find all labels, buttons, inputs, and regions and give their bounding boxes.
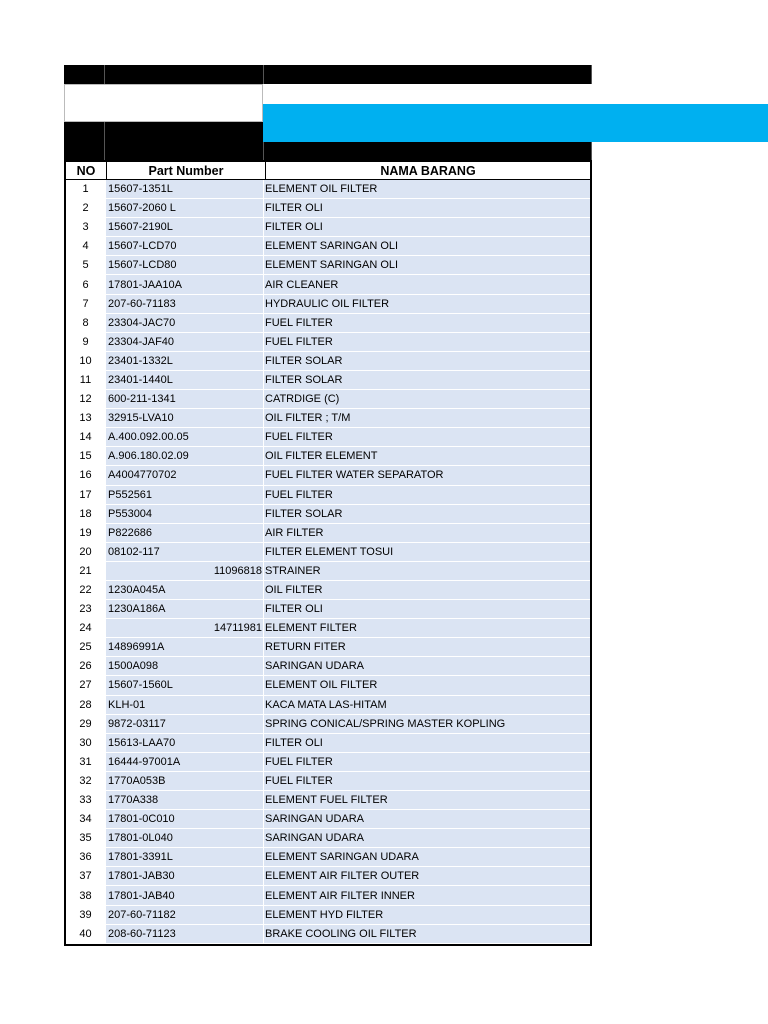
table-row <box>66 428 590 447</box>
cell-part-number: A.400.092.00.05 <box>106 428 264 447</box>
cell-nama-barang: FUEL FILTER <box>264 486 590 505</box>
cell-nama-barang: FILTER OLI <box>264 218 590 237</box>
cell-part-number: 17801-JAB30 <box>106 867 264 886</box>
cell-part-number: 17801-JAB40 <box>106 886 264 905</box>
cell-part-number: 1230A045A <box>106 581 264 600</box>
cell-no: 27 <box>66 676 106 695</box>
table-row <box>66 275 590 294</box>
cell-part-number: 208-60-71123 <box>106 925 264 944</box>
cell-no: 22 <box>66 581 106 600</box>
cell-part-number: 15607-LCD70 <box>106 237 264 256</box>
cell-part-number: 1500A098 <box>106 657 264 676</box>
top-bar-cell <box>105 65 264 84</box>
table-row <box>66 295 590 314</box>
table-row <box>66 734 590 753</box>
table-row <box>66 314 590 333</box>
cell-no: 1 <box>66 180 106 199</box>
cell-part-number: 600-211-1341 <box>106 390 264 409</box>
cell-no: 23 <box>66 600 106 619</box>
cell-no: 16 <box>66 466 106 485</box>
cell-no: 38 <box>66 886 106 905</box>
table-row <box>66 619 590 638</box>
cell-no: 31 <box>66 753 106 772</box>
cell-no: 4 <box>66 237 106 256</box>
black-bar-cell <box>105 141 264 160</box>
top-bar-cell <box>264 65 592 84</box>
cell-nama-barang: FUEL FILTER <box>264 428 590 447</box>
cell-no: 7 <box>66 295 106 314</box>
header-part-number: Part Number <box>107 162 266 180</box>
cell-nama-barang: STRAINER <box>264 562 590 581</box>
cell-no: 21 <box>66 562 106 581</box>
cell-nama-barang: ELEMENT FILTER <box>264 619 590 638</box>
table-row <box>66 638 590 657</box>
table-row <box>66 810 590 829</box>
table-row <box>66 180 590 199</box>
cell-part-number: 9872-03117 <box>106 715 264 734</box>
cell-nama-barang: ELEMENT SARINGAN UDARA <box>264 848 590 867</box>
cell-nama-barang: FILTER SOLAR <box>264 371 590 390</box>
cell-no: 8 <box>66 314 106 333</box>
cell-part-number: 17801-JAA10A <box>106 275 264 294</box>
table-row <box>66 256 590 275</box>
logo-placeholder <box>64 84 263 122</box>
cell-nama-barang: FUEL FILTER <box>264 772 590 791</box>
cell-nama-barang: ELEMENT FUEL FILTER <box>264 791 590 810</box>
cell-nama-barang: FILTER OLI <box>264 600 590 619</box>
cell-no: 6 <box>66 275 106 294</box>
cell-part-number: 15607-1351L <box>106 180 264 199</box>
cell-no: 2 <box>66 199 106 218</box>
cell-no: 10 <box>66 352 106 371</box>
cell-nama-barang: ELEMENT OIL FILTER <box>264 676 590 695</box>
cell-no: 28 <box>66 696 106 715</box>
cell-no: 12 <box>66 390 106 409</box>
cell-part-number: 15607-2190L <box>106 218 264 237</box>
cell-nama-barang: FILTER SOLAR <box>264 505 590 524</box>
cell-nama-barang: RETURN FITER <box>264 638 590 657</box>
table-row <box>66 906 590 925</box>
table-row <box>66 543 590 562</box>
cell-nama-barang: FILTER OLI <box>264 734 590 753</box>
cell-part-number: 1770A338 <box>106 791 264 810</box>
cell-part-number: 14711981 <box>106 619 264 638</box>
cell-nama-barang: SARINGAN UDARA <box>264 657 590 676</box>
table-row <box>66 199 590 218</box>
cell-no: 33 <box>66 791 106 810</box>
table-row <box>66 390 590 409</box>
cell-nama-barang: BRAKE COOLING OIL FILTER <box>264 925 590 944</box>
blue-banner <box>263 104 768 142</box>
table-row <box>66 447 590 466</box>
cell-part-number: 1770A053B <box>106 772 264 791</box>
logo-row <box>64 84 592 122</box>
table-row <box>66 409 590 428</box>
header-no: NO <box>66 162 107 180</box>
cell-part-number: 17801-0C010 <box>106 810 264 829</box>
cell-no: 34 <box>66 810 106 829</box>
cell-part-number: A4004770702 <box>106 466 264 485</box>
cell-part-number: 15607-1560L <box>106 676 264 695</box>
cell-no: 36 <box>66 848 106 867</box>
table-row <box>66 237 590 256</box>
cell-no: 9 <box>66 333 106 352</box>
cell-part-number: 15607-LCD80 <box>106 256 264 275</box>
cell-nama-barang: SPRING CONICAL/SPRING MASTER KOPLING <box>264 715 590 734</box>
table-row <box>66 600 590 619</box>
cell-nama-barang: FUEL FILTER WATER SEPARATOR <box>264 466 590 485</box>
parts-table <box>64 160 592 946</box>
table-row <box>66 486 590 505</box>
cell-no: 20 <box>66 543 106 562</box>
table-body <box>66 180 590 944</box>
cell-part-number: 17801-0L040 <box>106 829 264 848</box>
table-row <box>66 925 590 944</box>
cell-part-number: 23401-1332L <box>106 352 264 371</box>
black-bar-cell <box>264 141 592 160</box>
cell-nama-barang: AIR FILTER <box>264 524 590 543</box>
table-row <box>66 562 590 581</box>
cell-no: 13 <box>66 409 106 428</box>
cell-no: 14 <box>66 428 106 447</box>
cell-no: 19 <box>66 524 106 543</box>
cell-no: 25 <box>66 638 106 657</box>
cell-nama-barang: ELEMENT AIR FILTER OUTER <box>264 867 590 886</box>
cell-nama-barang: HYDRAULIC OIL FILTER <box>264 295 590 314</box>
table-row <box>66 848 590 867</box>
table-row <box>66 218 590 237</box>
table-row <box>66 333 590 352</box>
cell-part-number: 14896991A <box>106 638 264 657</box>
table-row <box>66 505 590 524</box>
cell-part-number: 23401-1440L <box>106 371 264 390</box>
cell-nama-barang: ELEMENT AIR FILTER INNER <box>264 886 590 905</box>
cell-part-number: P822686 <box>106 524 264 543</box>
table-row <box>66 676 590 695</box>
cell-nama-barang: KACA MATA LAS-HITAM <box>264 696 590 715</box>
table-header <box>66 162 590 180</box>
cell-no: 18 <box>66 505 106 524</box>
cell-no: 5 <box>66 256 106 275</box>
cell-part-number: 23304-JAC70 <box>106 314 264 333</box>
cell-nama-barang: SARINGAN UDARA <box>264 810 590 829</box>
table-row <box>66 657 590 676</box>
cell-nama-barang: FILTER OLI <box>264 199 590 218</box>
table-row <box>66 371 590 390</box>
cell-part-number: P553004 <box>106 505 264 524</box>
top-bar-cell <box>64 65 105 84</box>
cell-part-number: 23304-JAF40 <box>106 333 264 352</box>
cell-nama-barang: ELEMENT OIL FILTER <box>264 180 590 199</box>
table-row <box>66 352 590 371</box>
cell-part-number: P552561 <box>106 486 264 505</box>
cell-part-number: A.906.180.02.09 <box>106 447 264 466</box>
table-row <box>66 753 590 772</box>
black-bar-2 <box>64 141 592 160</box>
cell-part-number: 08102-117 <box>106 543 264 562</box>
cell-nama-barang: OIL FILTER <box>264 581 590 600</box>
cell-no: 32 <box>66 772 106 791</box>
cell-no: 37 <box>66 867 106 886</box>
cell-part-number: 15613-LAA70 <box>106 734 264 753</box>
black-bar-cell <box>64 141 105 160</box>
cell-nama-barang: FILTER ELEMENT TOSUI <box>264 543 590 562</box>
cell-no: 29 <box>66 715 106 734</box>
black-bar-cell <box>64 122 105 141</box>
table-row <box>66 715 590 734</box>
cell-nama-barang: FILTER SOLAR <box>264 352 590 371</box>
black-bar-cell <box>105 122 264 141</box>
cell-no: 15 <box>66 447 106 466</box>
cell-no: 17 <box>66 486 106 505</box>
cell-nama-barang: FUEL FILTER <box>264 753 590 772</box>
table-row <box>66 867 590 886</box>
table-row <box>66 791 590 810</box>
cell-nama-barang: OIL FILTER ELEMENT <box>264 447 590 466</box>
cell-nama-barang: FUEL FILTER <box>264 314 590 333</box>
table-row <box>66 581 590 600</box>
cell-no: 26 <box>66 657 106 676</box>
header-nama-barang: NAMA BARANG <box>266 162 590 180</box>
cell-no: 3 <box>66 218 106 237</box>
cell-nama-barang: AIR CLEANER <box>264 275 590 294</box>
cell-part-number: 207-60-71183 <box>106 295 264 314</box>
cell-part-number: 1230A186A <box>106 600 264 619</box>
table-row <box>66 524 590 543</box>
cell-part-number: 207-60-71182 <box>106 906 264 925</box>
table-row <box>66 696 590 715</box>
table-row <box>66 829 590 848</box>
table-row <box>66 886 590 905</box>
cell-part-number: 16444-97001A <box>106 753 264 772</box>
cell-no: 35 <box>66 829 106 848</box>
cell-no: 11 <box>66 371 106 390</box>
cell-nama-barang: SARINGAN UDARA <box>264 829 590 848</box>
cell-nama-barang: ELEMENT HYD FILTER <box>264 906 590 925</box>
cell-part-number: 17801-3391L <box>106 848 264 867</box>
spreadsheet <box>64 65 592 946</box>
cell-part-number: 32915-LVA10 <box>106 409 264 428</box>
cell-nama-barang: CATRDIGE (C) <box>264 390 590 409</box>
cell-nama-barang: FUEL FILTER <box>264 333 590 352</box>
cell-no: 30 <box>66 734 106 753</box>
cell-no: 40 <box>66 925 106 944</box>
table-row <box>66 466 590 485</box>
cell-nama-barang: ELEMENT SARINGAN OLI <box>264 237 590 256</box>
cell-no: 24 <box>66 619 106 638</box>
cell-part-number: 15607-2060 L <box>106 199 264 218</box>
cell-no: 39 <box>66 906 106 925</box>
cell-part-number: 11096818 <box>106 562 264 581</box>
cell-part-number: KLH-01 <box>106 696 264 715</box>
table-row <box>66 772 590 791</box>
cell-nama-barang: OIL FILTER ; T/M <box>264 409 590 428</box>
top-black-bar <box>64 65 592 84</box>
cell-nama-barang: ELEMENT SARINGAN OLI <box>264 256 590 275</box>
